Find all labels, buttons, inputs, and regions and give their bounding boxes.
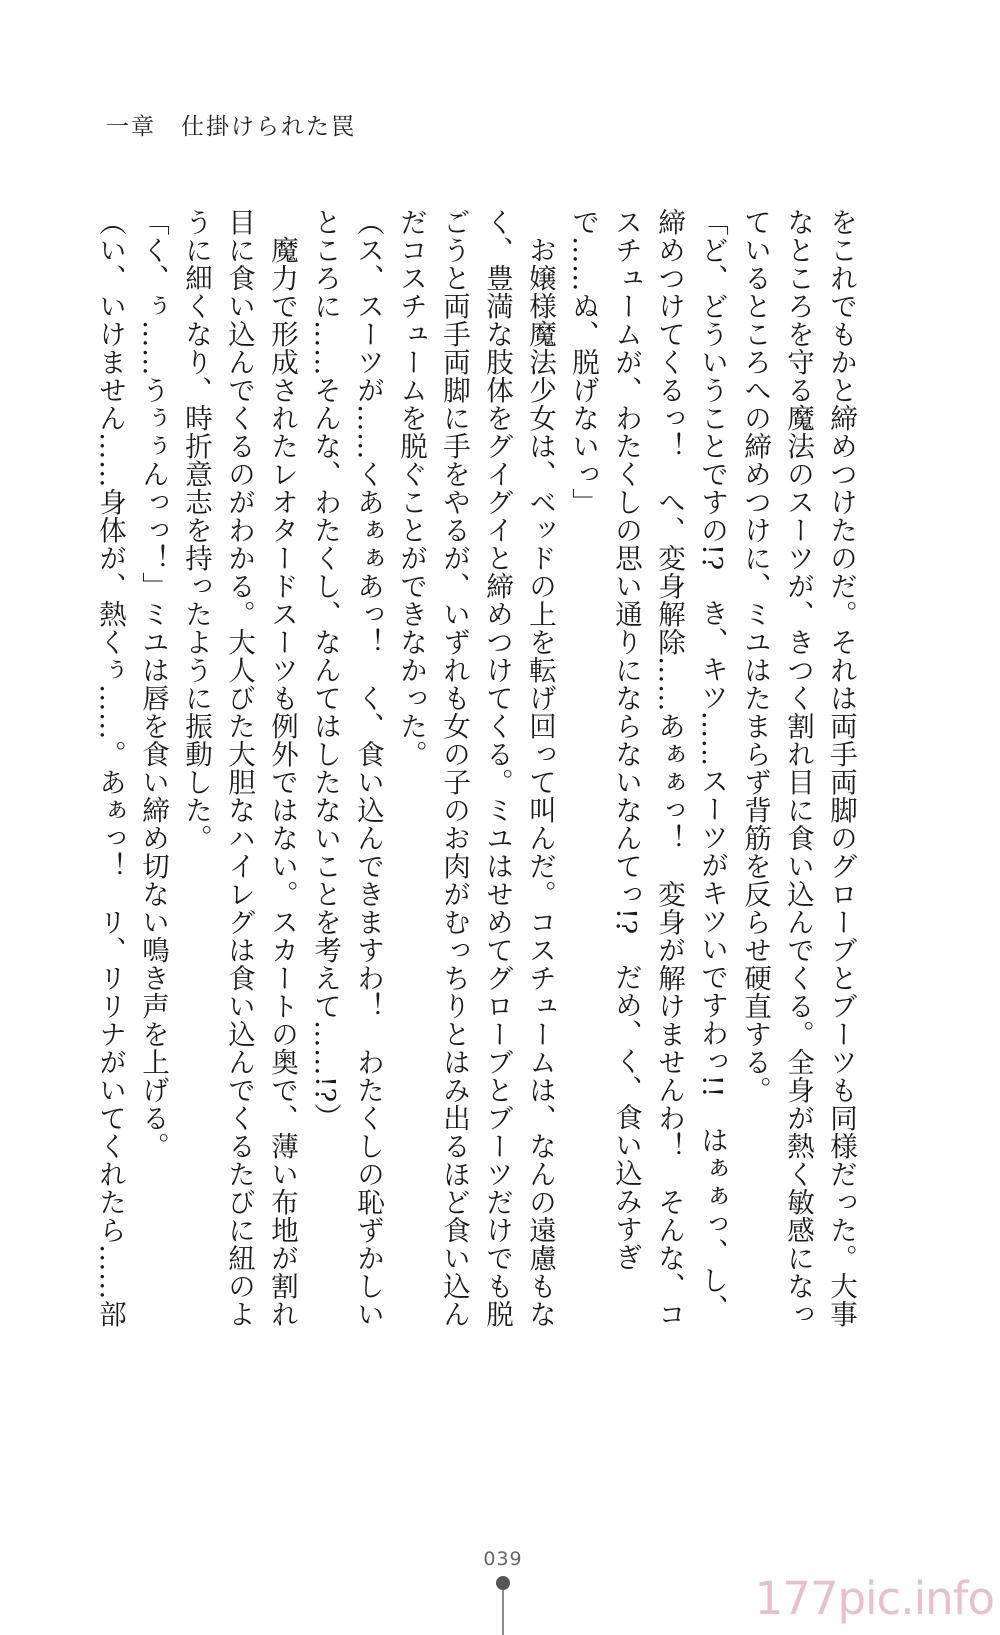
paragraph-7: （い、いけません……身体が、熱くぅ……。あぁっ！ リ、リリナがいてくれたら……部	[94, 208, 126, 1328]
paragraph-6: 「く、ぅ……うぅぅんっっ！」ミユは唇を食い締め切ない鳴き声を上げる。	[137, 208, 169, 1160]
paragraph-5: 魔力で形成されたレオタードスーツも例外ではない。スカートの奥で、薄い布地が割れ目に食い込んでくるのがわかる。大人びた大胆なハイレグは食い込んでくるたびに紐のように細くなり、時折意志を持ったように振動した。	[180, 208, 298, 1328]
paragraph-4: （ス、スーツが……くあぁぁあっ！ く、食い込んできますわ！ わたくしの恥ずかしいところに……そんな、わたくし、なんてはしたないことを考えて……!?）	[309, 208, 384, 1328]
paragraph-1: をこれでもかと締めつけたのだ。それは両手両脚のグローブとブーツも同様だった。大事なところを守る魔法のスーツが、きつく割れ目に食い込んでくる。全身が熱く敏感になっているところへの締めつけに、ミユはたまらず背筋を反らせ硬直する。	[739, 208, 857, 1328]
paragraph-2: 「ど、どういうことですの!? き、キツ……スーツがキツいですわっ!! はぁぁっ、し、締めつけてくるっ！ へ、変身解除……あぁぁっ！ 変身が解けませんわ！ そんな、コスチュームが、わたくしの思い通りにならないなんてっ!? だめ、く、食い込みすぎで……ぬ、脱げないっ」	[567, 208, 728, 1328]
page-number: 039	[483, 1548, 523, 1570]
page-marker-dot-icon	[496, 1576, 510, 1590]
watermark-text: 177pic.info	[754, 1572, 994, 1625]
page-marker-line	[502, 1590, 504, 1635]
vertical-text-body	[88, 208, 862, 1328]
paragraph-3: お嬢様魔法少女は、ベッドの上を転げ回って叫んだ。コスチュームは、なんの遠慮もなく、豊満な肢体をグイグイと締めつけてくる。ミユはせめてグローブとブーツだけでも脱ごうと両手両脚に手をやるが、いずれも女の子のお肉がむっちりとはみ出るほど食い込んだコスチュームを脱ぐことができなかった。	[395, 208, 556, 1328]
chapter-title: 一章 仕掛けられた罠	[106, 114, 356, 140]
